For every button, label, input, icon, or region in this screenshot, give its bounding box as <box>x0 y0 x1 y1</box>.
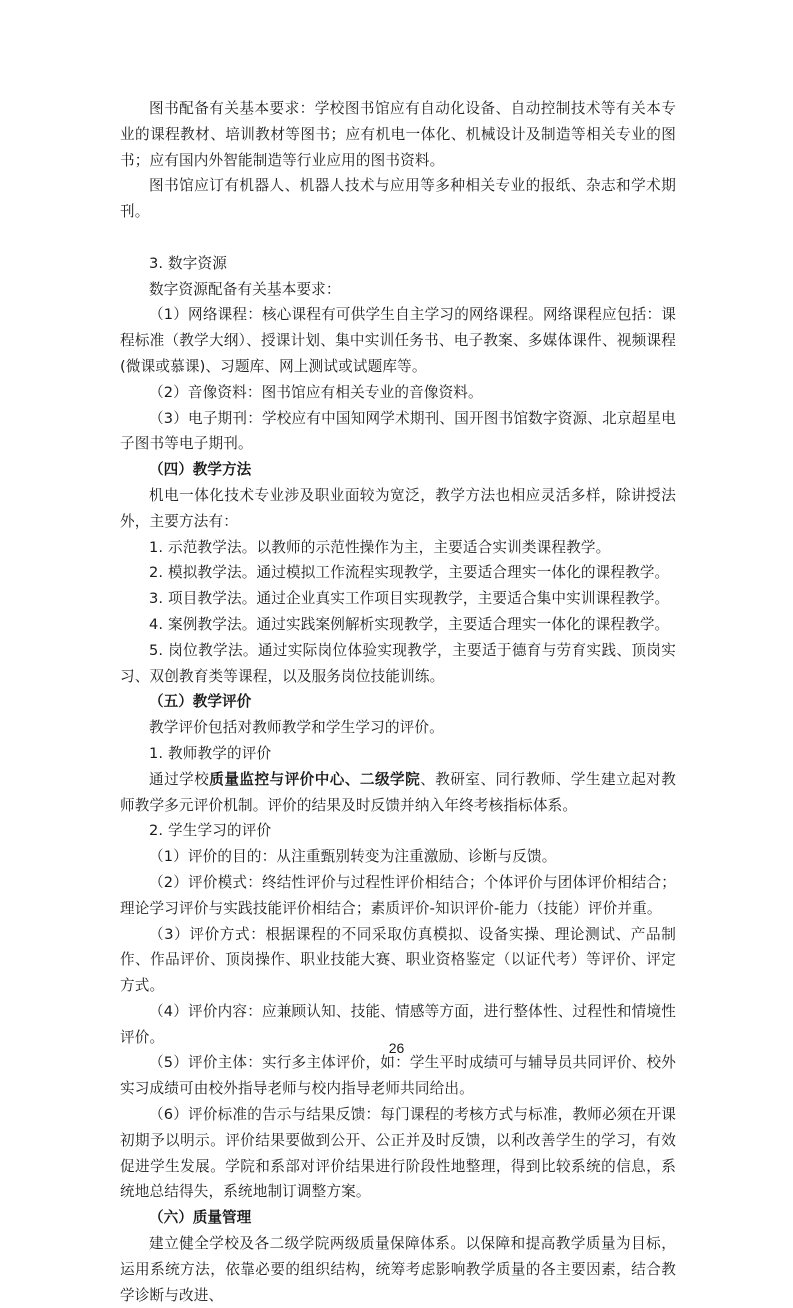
list-item-evaluation-standard: （6）评价标准的告示与结果反馈：每门课程的考核方式与标准，教师必须在开课初期予以明示。评价结果要做到公开、公正并及时反馈，以利改善学生的学习，有效促进学生发展。学院和系部对评价结果进行阶段性地整理，得到比较系统的信息，系统地总结得失，系统地制订调整方案。 <box>120 1106 676 1201</box>
list-item-evaluation-purpose: （1）评价的目的：从注重甄别转变为注重激励、诊断与反馈。 <box>149 848 557 866</box>
paragraph-evaluation-intro: 教学评价包括对教师教学和学生学习的评价。 <box>149 719 444 737</box>
text-run: 通过学校 <box>149 770 210 788</box>
spacer <box>120 225 676 251</box>
list-item-evaluation-method: （3）评价方式：根据课程的不同采取仿真模拟、设备实操、理论测试、产品制作、作品评价、顶岗操作、职业技能大赛、职业资格鉴定（以证代考）等评价、评定方式。 <box>120 925 676 995</box>
subheading-student-evaluation: 2. 学生学习的评价 <box>149 822 272 840</box>
list-item-online-courses: （1）网络课程：核心课程有可供学生自主学习的网络课程。网络课程应包括：课程标准（教学大纲）、授课计划、集中实训任务书、电子教案、多媒体课件、视频课程(微课或慕课)、习题库、网上测试或试题库等。 <box>120 306 676 375</box>
list-item-simulation: 2. 模拟教学法。通过模拟工作流程实现教学，主要适合理实一体化的课程教学。 <box>149 564 670 582</box>
subheading-digital-resources: 3. 数字资源 <box>149 254 227 272</box>
list-item-project: 3. 项目教学法。通过企业真实工作项目实现教学，主要适合集中实训课程教学。 <box>149 590 670 608</box>
subheading-teacher-evaluation: 1. 教师教学的评价 <box>149 744 272 762</box>
text-run: 、教研室、同行教师、学生建立起对教师教学多元评价机制。评价的结果及时反馈并纳入年终考核指标体系。 <box>120 770 676 814</box>
list-item-post: 5. 岗位教学法。通过实际岗位体验实现教学，主要适于德育与劳育实践、顶岗实习、双创教育类等课程，以及服务岗位技能训练。 <box>120 641 676 685</box>
list-item-case: 4. 案例教学法。通过实践案例解析实现教学，主要适合理实一体化的课程教学。 <box>149 615 670 633</box>
list-item-evaluation-mode: （2）评价模式：终结性评价与过程性评价相结合；个体评价与团体评价相结合；理论学习评价与实践技能评价相结合；素质评价-知识评价-能力（技能）评价并重。 <box>120 873 676 917</box>
paragraph-library-requirements: 图书配备有关基本要求：学校图书馆应有自动化设备、自动控制技术等有关本专业的课程教材、培训教材等图书；应有机电一体化、机械设计及制造等相关专业的图书；应有国内外智能制造等行业应用的图书资料。 <box>120 100 676 169</box>
paragraph-digital-requirements: 数字资源配备有关基本要求： <box>149 280 341 298</box>
list-item-e-journals: （3）电子期刊：学校应有中国知网学术期刊、国开图书馆数字资源、北京超星电子图书等电子期刊。 <box>120 409 676 453</box>
section-heading-teaching-methods: （四）教学方法 <box>149 461 252 479</box>
paragraph-quality-management: 建立健全学校及各二级学院两级质量保障体系。以保障和提高教学质量为目标，运用系统方法，依靠必要的组织结构，统筹考虑影响教学质量的各主要因素，结合教学诊断与改进、 <box>120 1235 676 1304</box>
bold-text-run: 质量监控与评价中心、二级学院 <box>209 770 421 788</box>
list-item-evaluation-subject: （5）评价主体：实行多主体评价，如：学生平时成绩可与辅导员共同评价、校外实习成绩可由校外指导老师与校内指导老师共同给出。 <box>120 1054 676 1098</box>
page-content <box>120 96 676 1308</box>
list-item-audio-video: （2）音像资料：图书馆应有相关专业的音像资料。 <box>149 383 483 401</box>
list-item-demonstration: 1. 示范教学法。以教师的示范性操作为主，主要适合实训类课程教学。 <box>149 538 611 556</box>
list-item-evaluation-content: （4）评价内容：应兼顾认知、技能、情感等方面，进行整体性、过程性和情境性评价。 <box>120 1002 676 1046</box>
paragraph-teacher-evaluation <box>120 767 676 819</box>
paragraph-teaching-methods-intro: 机电一体化技术专业涉及职业面较为宽泛，教学方法也相应灵活多样，除讲授法外，主要方法有： <box>120 486 676 530</box>
section-heading-teaching-evaluation: （五）教学评价 <box>149 693 252 711</box>
paragraph-library-periodicals: 图书馆应订有机器人、机器人技术与应用等多种相关专业的报纸、杂志和学术期刊。 <box>120 177 676 221</box>
section-heading-quality-management: （六）质量管理 <box>149 1209 252 1227</box>
page-number: 26 <box>388 1040 405 1056</box>
